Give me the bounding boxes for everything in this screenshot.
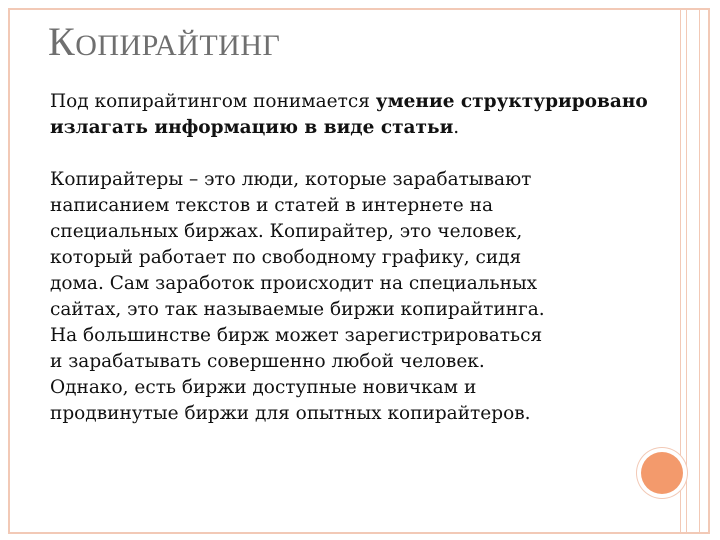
paragraph-line: сайтах, это так называемые биржи копирайтинга. [50,299,545,320]
page-title [48,18,280,65]
paragraph-line: дома. Сам заработок происходит на специальных [50,273,538,294]
decorative-circle [641,452,683,494]
paragraph-line: специальных биржах. Копирайтер, это человек, [50,221,523,242]
paragraph-line: написанием текстов и статей в интернете на [50,195,493,216]
paragraph-line: Однако, есть биржи доступные новичкам и [50,377,477,398]
paragraph-line: продвинутые биржи для опытных копирайтеров. [50,403,531,424]
paragraph-copywriters [50,167,650,427]
paragraph-line: На большинстве бирж может зарегистрироваться [50,325,543,346]
paragraph-line: Копирайтеры – это люди, которые зарабатывают [50,169,532,190]
side-strip [680,10,708,532]
title-rest: ОПИРАЙТИНГ [75,29,281,62]
paragraph-line: который работает по свободному графику, сидя [50,247,522,268]
slide-body [50,89,650,427]
paragraph-definition-lead: Под копирайтингом понимается [50,91,376,112]
paragraph-definition-trail: . [453,117,460,138]
paragraph-definition [50,89,650,141]
paragraph-line: и зарабатывать совершенно любой человек. [50,351,485,372]
title-initial: К [48,19,76,64]
paragraph-definition-highlight: умение структурировано излагать информацию в виде статьи [50,91,648,138]
